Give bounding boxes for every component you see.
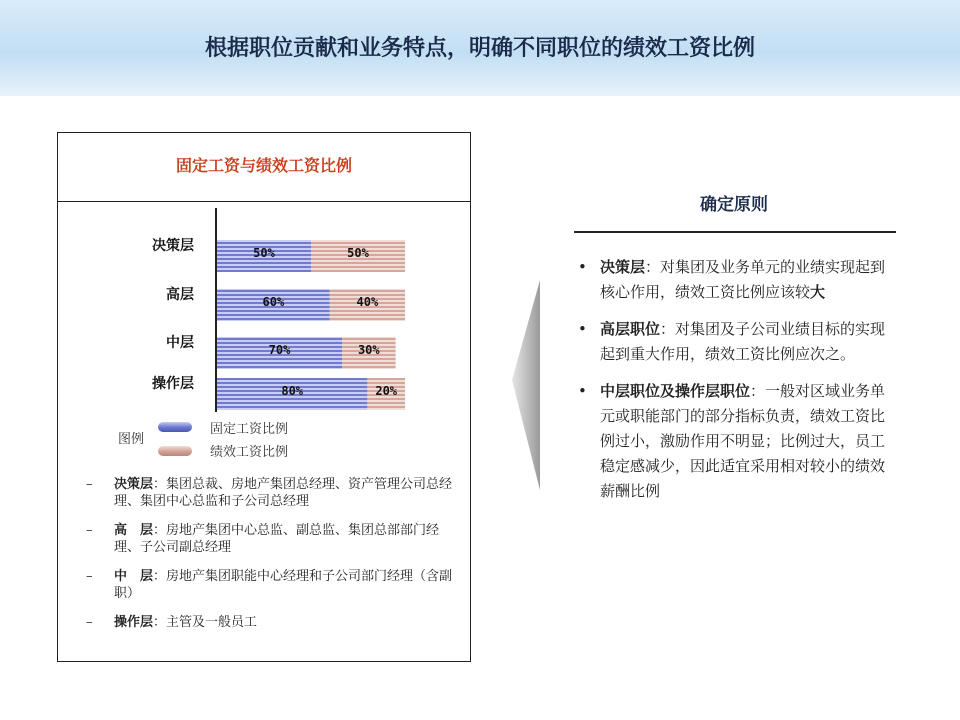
category-label: 操作层 [152, 376, 194, 392]
principle-item [578, 317, 888, 367]
level-name: 中 层 [114, 569, 154, 584]
level-sep: ： [153, 477, 167, 492]
level-sep: ： [153, 569, 167, 584]
principles-divider [574, 231, 896, 233]
level-item [86, 476, 456, 510]
principle-desc: 一般对区域业务单元或职能部门的部分指标负责，绩效工资比例过小，激励作用不明显；比例过大，员工稳定感减少，因此适宜采用相对较小的绩效薪酬比例 [600, 382, 886, 500]
bar-value-label: 50% [347, 246, 369, 260]
principle-name: 决策层 [600, 258, 646, 276]
category-label: 决策层 [152, 238, 194, 254]
dash-marker: – [86, 615, 93, 630]
level-name: 决策层 [114, 477, 154, 492]
legend-label-performance: 绩效工资比例 [210, 445, 289, 460]
principle-item [578, 379, 888, 504]
principle-desc: 对集团及业务单元的业绩实现起到核心作用，绩效工资比例应该较 [600, 258, 886, 301]
principles-title: 确定原则 [700, 195, 768, 215]
level-sep: ： [153, 523, 167, 538]
principle-desc: 对集团及子公司业绩目标的实现起到重大作用，绩效工资比例应次之。 [600, 320, 886, 363]
level-item [86, 568, 456, 602]
level-item [86, 522, 456, 556]
page-title: 根据职位贡献和业务特点，明确不同职位的绩效工资比例 [204, 36, 755, 61]
level-desc: 集团总裁、房地产集团总经理、资产管理公司总经理、集团中心总监和子公司总经理 [114, 477, 453, 509]
level-definitions [86, 476, 456, 643]
dash-marker: – [86, 523, 93, 538]
level-sep: ： [153, 615, 167, 630]
legend-swatch-performance [158, 446, 192, 456]
principle-name: 高层职位 [600, 320, 661, 338]
legend-swatch-fixed [158, 422, 192, 432]
level-name: 操作层 [114, 615, 154, 630]
principle-item [578, 255, 888, 305]
principle-sep: ： [750, 382, 766, 400]
bar-value-label: 50% [253, 246, 275, 260]
principle-sep: ： [645, 258, 661, 276]
bullet-marker: • [578, 320, 587, 338]
panel-title: 固定工资与绩效工资比例 [175, 156, 352, 175]
bar-value-label: 70% [268, 343, 291, 357]
level-name: 高 层 [114, 523, 154, 538]
level-item [86, 614, 456, 631]
principle-emphasis: 大 [810, 283, 826, 301]
category-label: 中层 [166, 335, 194, 351]
level-desc: 房地产集团职能中心经理和子公司部门经理（含副职） [114, 569, 453, 601]
bar-value-label: 60% [262, 295, 285, 309]
principle-sep: ： [660, 320, 676, 338]
bar-value-label: 80% [281, 384, 304, 398]
level-desc: 房地产集团中心总监、副总监、集团总部部门经理、子公司副总经理 [114, 523, 440, 555]
dash-marker: – [86, 569, 93, 584]
dash-marker: – [86, 477, 93, 492]
principle-name: 中层职位及操作层职位 [600, 382, 751, 400]
legend-title: 图例 [118, 432, 145, 447]
category-label: 高层 [166, 287, 194, 303]
bar-value-label: 20% [375, 384, 398, 398]
divider-arrow-icon [510, 280, 552, 490]
bullet-marker: • [578, 382, 587, 400]
bar-value-label: 30% [357, 343, 380, 357]
bullet-marker: • [578, 258, 587, 276]
bar-value-label: 40% [356, 295, 379, 309]
principles-list [578, 255, 888, 516]
level-desc: 主管及一般员工 [166, 615, 258, 630]
legend-label-fixed: 固定工资比例 [210, 422, 289, 437]
